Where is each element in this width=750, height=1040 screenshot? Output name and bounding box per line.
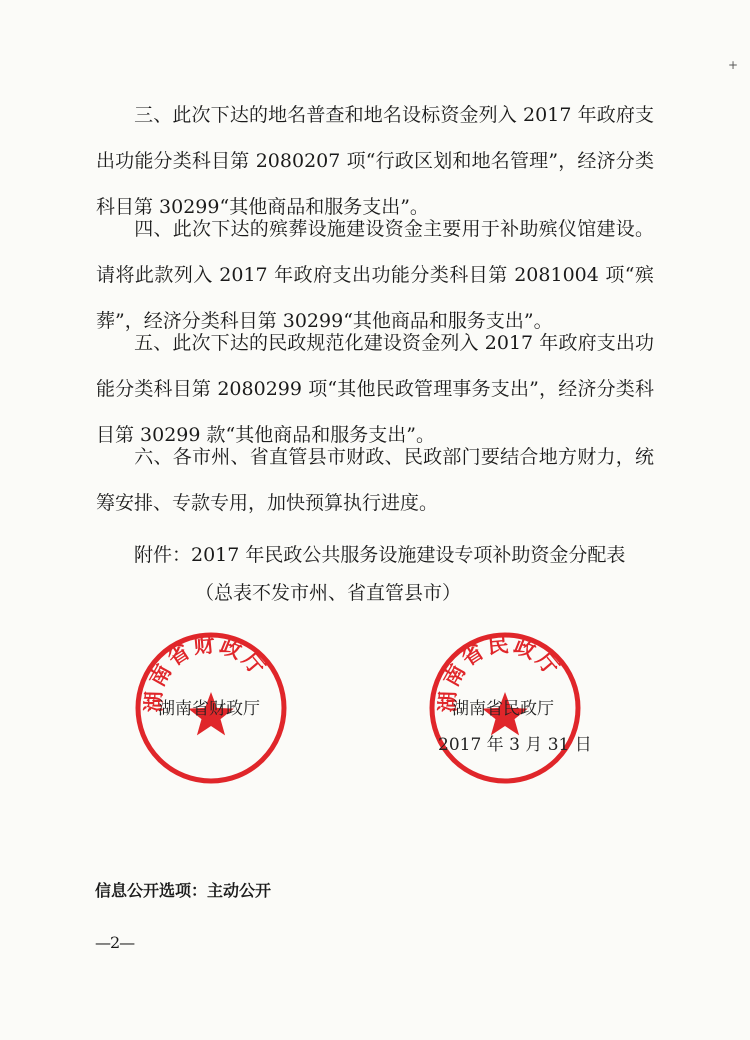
civil-seal-arc-text: 湖南省民政厅 bbox=[435, 632, 566, 713]
paragraph-3-text: 三、此次下达的地名普查和地名设标资金列入 2017 年政府支出功能分类科目第 2080207 项“行政区划和地名管理”，经济分类科目第 30299“其他商品和服务支出”。 bbox=[96, 104, 654, 218]
page-number: —2— bbox=[95, 933, 135, 952]
paragraph-4-text: 四、此次下达的殡葬设施建设资金主要用于补助殡仪馆建设。请将此款列入 2017 年政府支出功能分类科目第 2081004 项“殡葬”，经济分类科目第 30299“其他商品和服务支出”。 bbox=[96, 218, 654, 332]
issue-date: 2017 年 3 月 31 日 bbox=[438, 735, 592, 755]
finance-dept-signature: 湖南省财政厅 bbox=[158, 699, 260, 719]
attachment-title: 附件：2017 年民政公共服务设施建设专项补助资金分配表 bbox=[134, 544, 626, 566]
paragraph-5-text: 五、此次下达的民政规范化建设资金列入 2017 年政府支出功能分类科目第 2080299 项“其他民政管理事务支出”，经济分类科目第 30299 款“其他商品和服务支出”。 bbox=[96, 332, 654, 446]
paragraph-6-text: 六、各市州、省直管县市财政、民政部门要结合地方财力，统筹安排、专款专用，加快预算执行进度。 bbox=[96, 446, 654, 514]
civil-affairs-signature: 湖南省民政厅 bbox=[452, 699, 554, 719]
finance-seal-arc-text: 湖南省财政厅 bbox=[141, 632, 272, 713]
edge-mark: + bbox=[727, 58, 738, 72]
attachment-note: （总表不发市州、省直管县市） bbox=[195, 582, 462, 604]
disclosure-option: 信息公开选项：主动公开 bbox=[95, 881, 272, 900]
paragraph-6 bbox=[96, 434, 654, 526]
